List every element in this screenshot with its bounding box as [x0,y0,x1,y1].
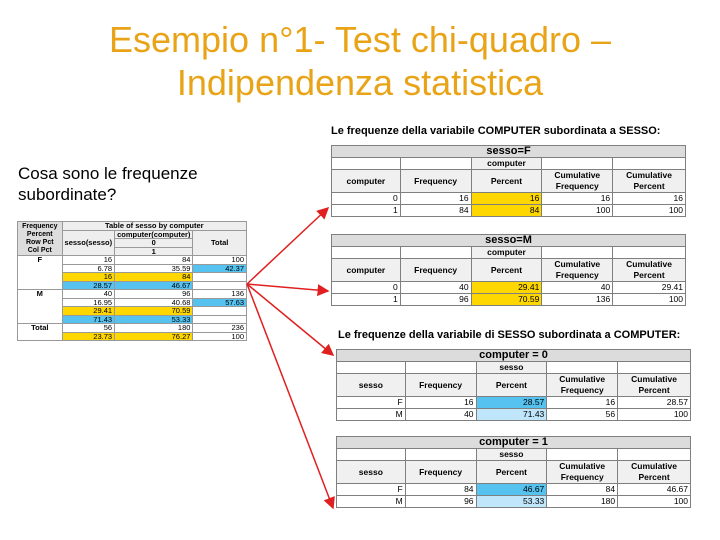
crosstab-title: Table of sesso by computer [62,222,246,231]
crosstab-col-level-0: 0 [115,239,193,248]
freq-table-subheader: sesso [476,449,547,461]
arrow-to-sesso-m [247,284,328,291]
cell: 46.67 [476,484,547,496]
cell: 28.57 [618,397,691,409]
cell: 16.95 [62,298,115,307]
col-header: Frequency [400,259,471,282]
col-header: sesso [337,461,406,484]
legend-frequency: Frequency [22,222,58,230]
col-header: computer [332,259,401,282]
cell: 100 [193,256,247,265]
freq-table-header: sesso=M [332,235,686,247]
cell: 42.37 [193,264,247,273]
cell: 180 [115,324,193,333]
crosstab-col-var: computer(computer) [115,230,193,239]
cell: 136 [193,290,247,299]
cell: 6.78 [62,264,115,273]
cell: 84 [115,273,193,282]
cell: 1 [332,205,401,217]
freq-table-computer-1 [336,436,691,508]
cell: 70.59 [471,294,542,306]
caption-computer-by-sex: Le frequenze della variabile COMPUTER subordinata a SESSO: [331,125,661,137]
crosstab-row-label-m: M [18,290,63,324]
cell: 16 [62,256,115,265]
cell: F [337,397,406,409]
cell: 71.43 [476,409,547,421]
cell: 16 [542,193,613,205]
cell: 96 [115,290,193,299]
cell: 57.63 [193,298,247,307]
col-header: Frequency [405,374,476,397]
cell: 96 [405,496,476,508]
cell: 56 [62,324,115,333]
crosstab-table [17,221,247,341]
cell: 84 [471,205,542,217]
col-header: computer [332,170,401,193]
legend-col-pct: Col Pct [27,246,52,254]
legend-row-pct: Row Pct [25,238,54,246]
cell: 46.67 [618,484,691,496]
freq-table-sesso-f [331,145,686,217]
cell: 53.33 [115,315,193,324]
freq-table-header: computer = 1 [337,437,691,449]
cell: 1 [332,294,401,306]
question-text [18,163,198,205]
freq-table-subheader: sesso [476,362,547,374]
crosstab-col-level-1: 1 [115,247,193,256]
freq-table-subheader: computer [471,247,542,259]
cell: 70.59 [115,307,193,316]
crosstab-total-header: Total [193,230,247,256]
cell: 84 [405,484,476,496]
crosstab-row-label-f: F [18,256,63,290]
cell: 16 [400,193,471,205]
cell: 40.68 [115,298,193,307]
crosstab-row-label-total: Total [18,324,63,341]
freq-table-header: sesso=F [332,146,686,158]
crosstab-row-var: sesso(sesso) [62,230,115,256]
cell: 136 [542,294,613,306]
cell: 100 [542,205,613,217]
col-header: Cumulative Frequency [547,461,618,484]
question-line1: Cosa sono le frequenze [18,164,198,183]
arrow-to-sesso-f [247,208,328,284]
cell: 40 [400,282,471,294]
cell: 28.57 [476,397,547,409]
cell: 40 [542,282,613,294]
col-header: Cumulative Frequency [547,374,618,397]
col-header: Percent [476,461,547,484]
col-header: Percent [476,374,547,397]
cell: M [337,496,406,508]
cell: 16 [547,397,618,409]
col-header: Frequency [405,461,476,484]
cell: 16 [405,397,476,409]
col-header: Percent [471,170,542,193]
cell: M [337,409,406,421]
col-header: Cumulative Percent [618,374,691,397]
cell: F [337,484,406,496]
col-header: Cumulative Percent [618,461,691,484]
cell: 23.73 [62,332,115,341]
crosstab-legend [18,222,63,256]
col-header: Cumulative Frequency [542,259,613,282]
cell: 96 [400,294,471,306]
cell: 0 [332,282,401,294]
cell: 35.59 [115,264,193,273]
cell: 100 [618,496,691,508]
cell: 84 [115,256,193,265]
slide-title-line1: Esempio n°1- Test chi-quadro – [109,19,611,60]
freq-table-sesso-m [331,234,686,306]
freq-table-computer-0 [336,349,691,421]
cell: 100 [193,332,247,341]
cell: 16 [62,273,115,282]
col-header: sesso [337,374,406,397]
col-header: Cumulative Frequency [542,170,613,193]
cell: 84 [547,484,618,496]
cell: 236 [193,324,247,333]
cell: 29.41 [613,282,686,294]
cell: 40 [62,290,115,299]
cell: 53.33 [476,496,547,508]
col-header: Cumulative Percent [613,170,686,193]
cell: 71.43 [62,315,115,324]
cell: 16 [613,193,686,205]
cell: 100 [613,205,686,217]
cell: 56 [547,409,618,421]
arrow-to-computer-0 [247,284,333,355]
col-header: Frequency [400,170,471,193]
cell: 46.67 [115,281,193,290]
cell: 29.41 [62,307,115,316]
caption-sex-by-computer: Le frequenze della variabile di SESSO subordinata a COMPUTER: [338,329,681,341]
cell: 76.27 [115,332,193,341]
col-header: Percent [471,259,542,282]
slide-title-line2: Indipendenza statistica [176,62,544,103]
arrow-to-computer-1 [247,284,333,508]
cell: 100 [613,294,686,306]
cell: 0 [332,193,401,205]
cell: 28.57 [62,281,115,290]
freq-table-subheader: computer [471,158,542,170]
cell: 16 [471,193,542,205]
cell: 180 [547,496,618,508]
cell: 40 [405,409,476,421]
col-header: Cumulative Percent [613,259,686,282]
slide-title [0,18,720,104]
cell: 100 [618,409,691,421]
question-line2: subordinate? [18,185,117,204]
cell: 84 [400,205,471,217]
cell: 29.41 [471,282,542,294]
legend-percent: Percent [26,230,53,238]
freq-table-header: computer = 0 [337,350,691,362]
